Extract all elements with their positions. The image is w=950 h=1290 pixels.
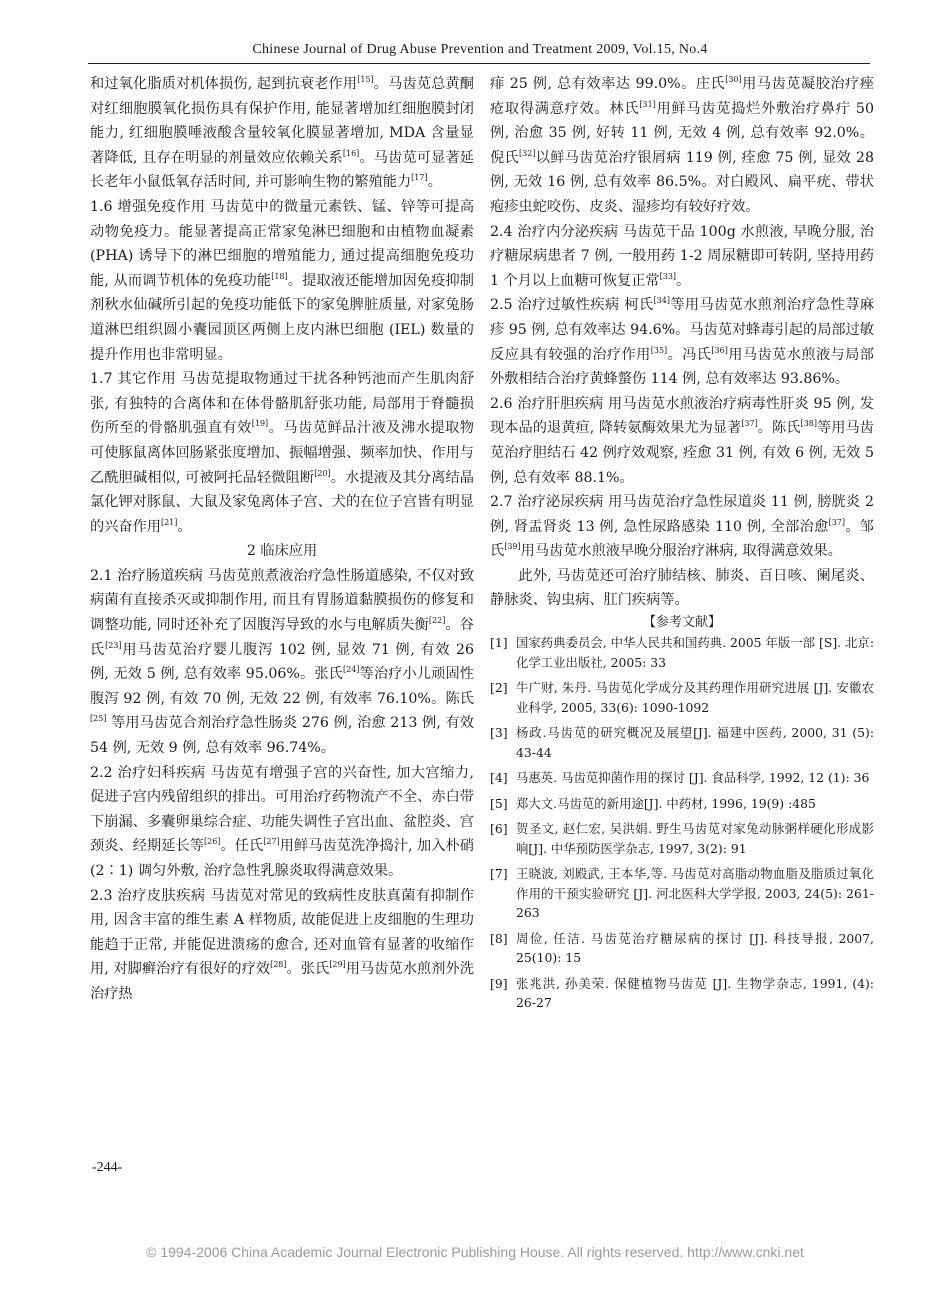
- subsection-heading: 2.6 治疗肝胆疾病: [490, 395, 604, 412]
- citation: [25]: [90, 714, 107, 724]
- citation: [20]: [314, 468, 331, 478]
- reference-item: [490, 768, 874, 788]
- citation: [21]: [160, 517, 178, 527]
- reference-text: 贺圣文, 赵仁宏, 吴洪娟. 野生马齿苋对家兔动脉粥样硬化形成影响[J]. 中华预防医学杂志, 1997, 3(2): 91: [516, 821, 874, 856]
- running-header: Chinese Journal of Drug Abuse Prevention and Treatment 2009, Vol.15, No.4: [252, 42, 708, 57]
- paragraph-2-3: 2.3 治疗皮肤疾病 马齿苋对常见的致病性皮肤真菌有抑制作用, 因含丰富的维生素 A 样物质, 故能促进上皮细胞的生理功能趋于正常, 并能促进溃疡的愈合, 还对血管有显著的收缩作用, 对脚癣治疗有很好的疗效[28]。张氏[29]用马齿苋水煎剂外洗治疗热: [90, 887, 475, 1002]
- reference-text: 张兆洪, 孙美荣. 保健植物马齿苋 [J]. 生物学杂志, 1991, (4): 26-27: [516, 975, 874, 1011]
- reference-text: 王晓波, 刘殿武, 王本华,等. 马齿苋对高脂动物血脂及脂质过氧化作用的干预实验研究 [J]. 河北医科大学学报, 2003, 24(5): 261-263: [516, 866, 874, 921]
- page-number: -244-: [92, 1160, 123, 1175]
- paragraph-1-6: 1.6 增强免疫作用 马齿苋中的微量元素铁、锰、锌等可提高动物免疫力。能显著提高正常家兔淋巴细胞和由植物血凝素 (PHA) 诱导下的淋巴细胞的增殖能力, 通过提高细胞免疫功能, 从而调节机体的免疫功能[18]。提取液还能增加因免疫抑制剂秋水仙碱所引起的免疫功能低下的家兔脾脏质量, 对家兔肠道淋巴组织圆小囊园顶区两侧上皮内淋巴细胞 (IEL) 数量的提升作用也非常明显。: [90, 198, 475, 363]
- reference-text: 马惠英. 马齿苋抑菌作用的探讨 [J]. 食品科学, 1992, 12 (1): 36: [516, 770, 870, 786]
- paragraph-2-5: 2.5 治疗过敏性疾病 柯氏[34]等用马齿苋水煎剂治疗急性荨麻疹 95 例, 总有效率达 94.6%。马齿苋对蜂毒引起的局部过敏反应具有较强的治疗作用[35]。冯氏[36]用马齿苋水煎液与局部外敷相结合治疗黄蜂螫伤 114 例, 总有效率达 93.86%。: [490, 296, 874, 388]
- citation: [29]: [329, 960, 346, 970]
- paragraph-1-7: 1.7 其它作用 马齿苋提取物通过干扰各种钙池而产生肌肉舒张, 有独特的合离体和在体骨骼肌舒张功能, 局部用于脊髓损伤所至的骨骼肌强直有效[19]。马齿苋鲜品汁液及沸水提取物可使豚鼠离体回肠紧张度增加、振幅增强、频率加快、作用与乙酰胆碱相似, 可被阿托品轻微阻断[20]。水提液及其分离结晶氯化钾对豚鼠、大鼠及家兔离体子宫、犬的在位子宫皆有明显的兴奋作用[21]。: [90, 371, 475, 535]
- reference-item: [490, 723, 874, 762]
- citation: [19]: [251, 419, 269, 429]
- references-title: 【参考文献】: [642, 615, 721, 631]
- citation: [38]: [800, 419, 817, 429]
- paragraph-skin-cont: 痱 25 例, 总有效率达 99.0%。庄氏[30]用马齿苋凝胶治疗痤疮取得满意疗效。林氏[31]用鲜马齿苋捣烂外敷治疗鼻疔 50 例, 治愈 35 例, 好转 11 例, 无效 4 例, 总有效率 92.0%。倪氏[32]以鲜马齿苋治疗银屑病 119 例, 痊愈 75 例, 显效 28 例, 无效 16 例, 总有效率 86.5%。对白殿风、扁平疣、带状疱疹虫蛇咬伤、皮炎、湿疹均有较好疗效。: [490, 75, 874, 215]
- reference-text: 周俭, 任洁. 马齿苋治疗糖尿病的探讨 [J]. 科技导报, 2007, 25(10): 15: [516, 930, 874, 966]
- subsection-heading: 2.2 治疗妇科疾病: [90, 764, 206, 781]
- paragraph-other-uses: 此外, 马齿苋还可治疗肺结核、肺炎、百日咳、阑尾炎、静脉炎、钩虫病、肛门疾病等。: [490, 567, 874, 609]
- reference-number: [6]: [490, 821, 508, 837]
- citation: [28]: [270, 960, 287, 970]
- copyright-footer: © 1994-2006 China Academic Journal Electronic Publishing House. All rights reserved. http://www.cnki.net: [146, 1244, 804, 1260]
- paragraph-2-6: 2.6 治疗肝胆疾病 用马齿苋水煎液治疗病毒性肝炎 95 例, 发现本品的退黄疸, 降转氨酶效果尤为显著[37]。陈氏[38]等用马齿苋治疗胆结石 42 例疗效观察, 痊愈 31 例, 有效 6 例, 无效 5 例, 总有效率 88.1%。: [490, 395, 874, 486]
- subsection-heading: 2.5 治疗过敏性疾病: [490, 297, 620, 314]
- reference-text: 牛广财, 朱丹. 马齿苋化学成分及其药理作用研究进展 [J]. 安徽农业科学, 2005, 33(6): 1090-1092: [516, 680, 874, 715]
- citation: [31]: [639, 99, 656, 109]
- reference-number: [4]: [490, 770, 508, 786]
- subsection-heading: 1.7 其它作用: [90, 371, 177, 388]
- citation: [35]: [650, 345, 668, 355]
- reference-item: [490, 974, 874, 1013]
- citation: [37]: [741, 419, 758, 429]
- citation: [34]: [653, 296, 670, 306]
- paragraph-2-1: 2.1 治疗肠道疾病 马齿苋煎煮液治疗急性肠道感染, 不仅对致病菌有直接杀灭或抑制作用, 而且有胃肠道黏膜损伤的修复和调整功能, 同时还补充了因腹泻导致的水与电解质失衡[22]。谷氏[23]用马齿苋治疗婴儿腹泻 102 例, 显效 71 例, 有效 26 例, 无效 5 例, 总有效率 95.06%。张氏[24]等治疗小儿顽固性腹泻 92 例, 有效 70 例, 无效 22 例, 有效率 76.10%。陈氏 [25] 等用马齿苋合剂治疗急性肠炎 276 例, 治愈 213 例, 有效 54 例, 无效 9 例, 总有效率 96.74%。: [90, 567, 475, 757]
- reference-number: [3]: [490, 725, 508, 741]
- reference-number: [5]: [490, 795, 508, 811]
- subsection-heading: 2.3 治疗皮肤疾病: [90, 887, 206, 904]
- citation: [24]: [343, 665, 360, 675]
- citation: [37]: [828, 517, 846, 527]
- subsection-heading: 2.7 治疗泌尿疾病: [490, 494, 604, 511]
- reference-number: [8]: [490, 930, 508, 946]
- citation: [30]: [725, 75, 742, 84]
- reference-item: [490, 819, 874, 858]
- subsection-heading: 2.4 治疗内分泌疾病: [490, 223, 619, 240]
- citation: [32]: [519, 148, 536, 158]
- citation: [22]: [428, 616, 446, 626]
- citation: [27]: [263, 837, 280, 847]
- paragraph-2-7: 2.7 治疗泌尿疾病 用马齿苋治疗急性尿道炎 11 例, 膀胱炎 2 例, 肾盂肾炎 13 例, 急性尿路感染 110 例, 全部治愈[37]。邹氏[39]用马齿苋水煎液早晚分服治疗淋病, 取得满意效果。: [490, 494, 875, 560]
- reference-text: 郑大文.马齿苋的新用途[J]. 中药材, 1996, 19(9) :485: [516, 795, 816, 811]
- reference-item: [490, 794, 874, 814]
- citation: [17]: [411, 173, 428, 183]
- reference-number: [2]: [490, 680, 508, 696]
- subsection-heading: 1.6 增强免疫作用: [90, 198, 206, 215]
- reference-number: [9]: [490, 975, 508, 991]
- reference-text: 杨政.马齿苋的研究概况及展望[J]. 福建中医药, 2000, 31 (5): 43-44: [516, 725, 874, 760]
- section-heading-2: 2 临床应用: [246, 543, 318, 560]
- reference-item: [490, 864, 874, 923]
- paragraph-2-2: 2.2 治疗妇科疾病 马齿苋有增强子宫的兴奋性, 加大宫缩力, 促进子宫内残留组织的排出。可用治疗药物流产不全、赤白带下崩漏、多囊卵巢综合症、功能失调性子宫出血、盆腔炎、宫颈炎、经期延长等[26]。任氏[27]用鲜马齿苋洗净捣汁, 加入朴硝 (2∶1) 调匀外敷, 治疗急性乳腺炎取得满意效果。: [90, 764, 475, 879]
- citation: [15]: [357, 75, 374, 84]
- citation: [16]: [342, 148, 360, 158]
- reference-item: [490, 929, 874, 968]
- right-column: [490, 72, 874, 1019]
- reference-number: [1]: [490, 635, 508, 651]
- reference-number: [7]: [490, 866, 508, 882]
- paragraph-2-4: 2.4 治疗内分泌疾病 马齿苋干品 100g 水煎液, 早晚分服, 治疗糖尿病患者 7 例, 一般用药 1-2 周尿糖即可转阴, 坚持用药 1 个月以上血糖可恢复正常[33]。: [490, 223, 875, 289]
- subsection-heading: 2.1 治疗肠道疾病: [90, 567, 203, 584]
- citation: [26]: [204, 837, 221, 847]
- reference-item: [490, 678, 874, 717]
- citation: [39]: [504, 542, 521, 552]
- citation: [33]: [659, 271, 677, 281]
- citation: [23]: [105, 640, 122, 650]
- reference-list: [490, 633, 874, 1013]
- reference-item: [490, 633, 874, 672]
- citation: [36]: [711, 345, 728, 355]
- left-column: [90, 72, 474, 1007]
- paragraph-antioxidant: 和过氧化脂质对机体损伤, 起到抗衰老作用[15]。马齿苋总黄酮对红细胞膜氧化损伤具有保护作用, 能显著增加红细胞膜封闭能力, 红细胞膜唾液酸含量较氧化膜显著增加, MDA 含量显著降低, 且存在明显的剂量效应依赖关系[16]。马齿苋可显著延长老年小鼠低氧存活时间, 并可影响生物的繁殖能力[17]。: [90, 75, 474, 191]
- citation: [18]: [271, 271, 288, 281]
- header-rule: [88, 63, 870, 64]
- reference-text: 国家药典委员会, 中华人民共和国药典. 2005 年版一部 [S]. 北京: 化学工业出版社, 2005: 33: [516, 635, 874, 670]
